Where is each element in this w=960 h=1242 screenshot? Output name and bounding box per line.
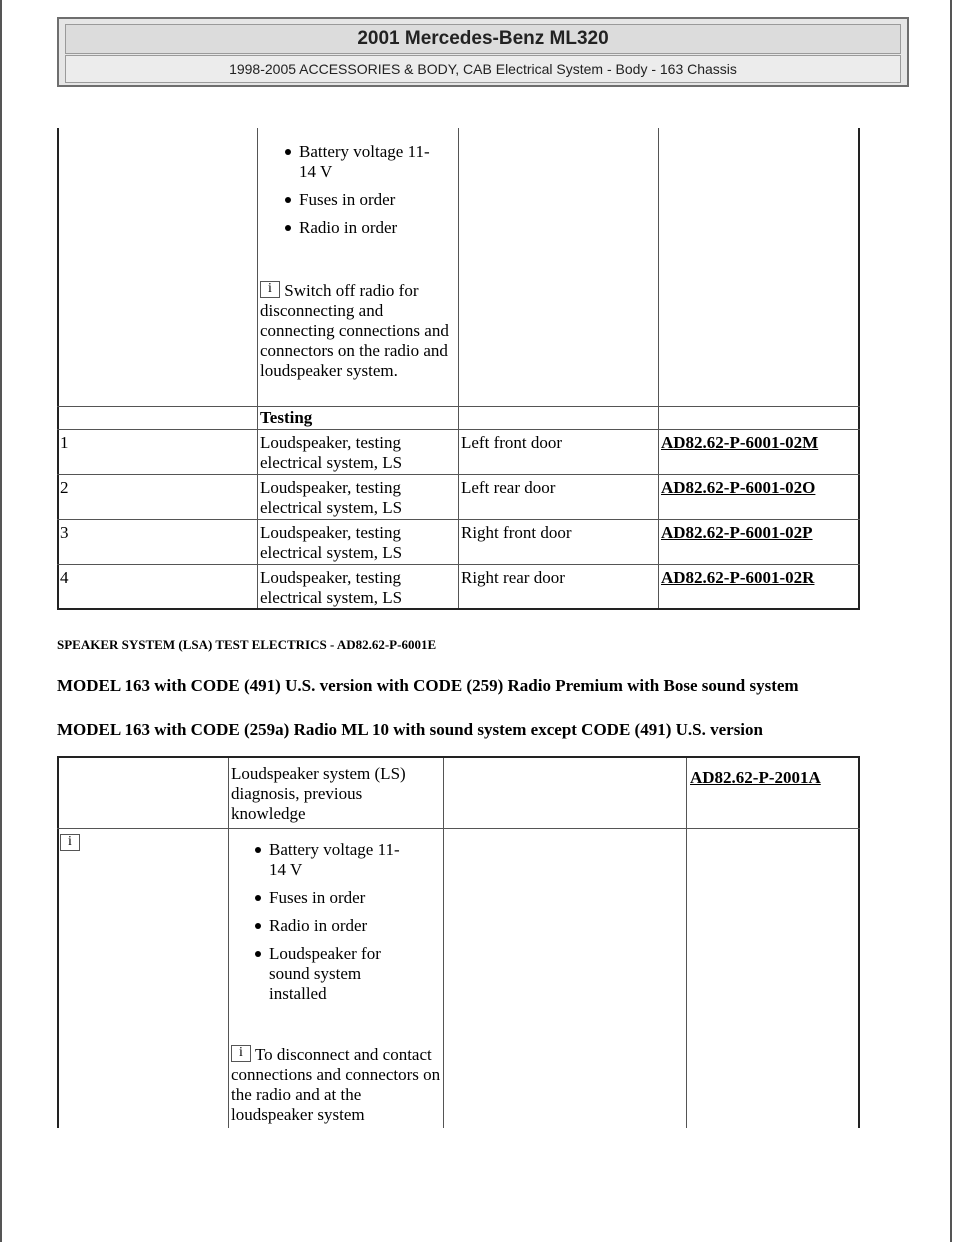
table1-requirements (265, 142, 455, 246)
row-step-number: 4 (60, 568, 69, 587)
table1-left-border (57, 128, 59, 610)
table2-col-divider (443, 758, 444, 1128)
row-location: Left front door (461, 433, 563, 452)
table1-note (260, 281, 450, 381)
table1-row-divider (57, 519, 860, 520)
table2-left-border (57, 756, 59, 1128)
requirement-item: Fuses in order (279, 190, 455, 210)
table2-right-border (858, 756, 860, 1128)
row-description: Loudspeaker, testing electrical system, LS (260, 568, 403, 607)
requirement-item: Battery voltage 11- 14 V (249, 840, 435, 880)
page-right-rule (950, 0, 952, 1242)
requirement-item: Radio in order (279, 218, 455, 238)
table1-row-divider (57, 564, 860, 565)
row-location: Left rear door (461, 478, 556, 497)
model-line: MODEL 163 with CODE (491) U.S. version with CODE (259) Radio Premium with Bose sound system (57, 676, 799, 695)
row-reference-link[interactable]: AD82.62-P-6001-02R (661, 568, 815, 587)
table2-note-text: To disconnect and contact connections and connectors on the radio and at the loudspeaker system (231, 1045, 441, 1124)
table1-row-divider (57, 474, 860, 475)
row-location: Right rear door (461, 568, 565, 587)
info-icon (260, 281, 280, 298)
table1-right-border (858, 128, 860, 610)
table2-col-divider (228, 758, 229, 1128)
table1-bottom-border (57, 608, 860, 610)
table2-description: Loudspeaker system (LS) diagnosis, previous knowledge (231, 764, 406, 823)
row-step-number: 3 (60, 523, 69, 542)
section-title: SPEAKER SYSTEM (LSA) TEST ELECTRICS - AD82.62-P-6001E (57, 637, 437, 652)
requirement-item: Loudspeaker for sound system installed (249, 944, 399, 1004)
table2-row-divider (57, 828, 860, 829)
table2-col-divider (686, 758, 687, 1128)
requirement-item: Radio in order (249, 916, 435, 936)
model-line: MODEL 163 with CODE (259a) Radio ML 10 with sound system except CODE (491) U.S. version (57, 720, 763, 739)
row-description: Loudspeaker, testing electrical system, LS (260, 433, 403, 472)
row-location: Right front door (461, 523, 572, 542)
row-description: Loudspeaker, testing electrical system, LS (260, 523, 403, 562)
table1-note-text: Switch off radio for disconnecting and connecting connections and connectors on the radio and loudspeaker system. (260, 281, 449, 380)
table1-section-label: Testing (260, 408, 313, 427)
requirement-item: Fuses in order (249, 888, 435, 908)
document-header (57, 17, 909, 87)
table2-note (231, 1045, 443, 1125)
header-title: 2001 Mercedes-Benz ML320 (65, 24, 901, 54)
header-subtitle: 1998-2005 ACCESSORIES & BODY, CAB Electrical System - Body - 163 Chassis (65, 55, 901, 83)
page-left-rule (0, 0, 2, 1242)
row-step-number: 1 (60, 433, 69, 452)
table1-col-divider (458, 128, 459, 608)
table1-col-divider (257, 128, 258, 608)
table2-top-border (57, 756, 860, 758)
requirement-item: Battery voltage 11- 14 V (279, 142, 455, 182)
table2-reference-link[interactable]: AD82.62-P-2001A (690, 768, 821, 787)
row-reference-link[interactable]: AD82.62-P-6001-02O (661, 478, 816, 497)
table2-requirements (235, 840, 435, 1012)
info-icon (60, 834, 80, 851)
row-reference-link[interactable]: AD82.62-P-6001-02P (661, 523, 813, 542)
row-reference-link[interactable]: AD82.62-P-6001-02M (661, 433, 819, 452)
table1-col-divider (658, 128, 659, 608)
info-icon (231, 1045, 251, 1062)
table1-row-divider (57, 406, 860, 407)
row-description: Loudspeaker, testing electrical system, LS (260, 478, 403, 517)
table1-row-divider (57, 429, 860, 430)
row-step-number: 2 (60, 478, 69, 497)
